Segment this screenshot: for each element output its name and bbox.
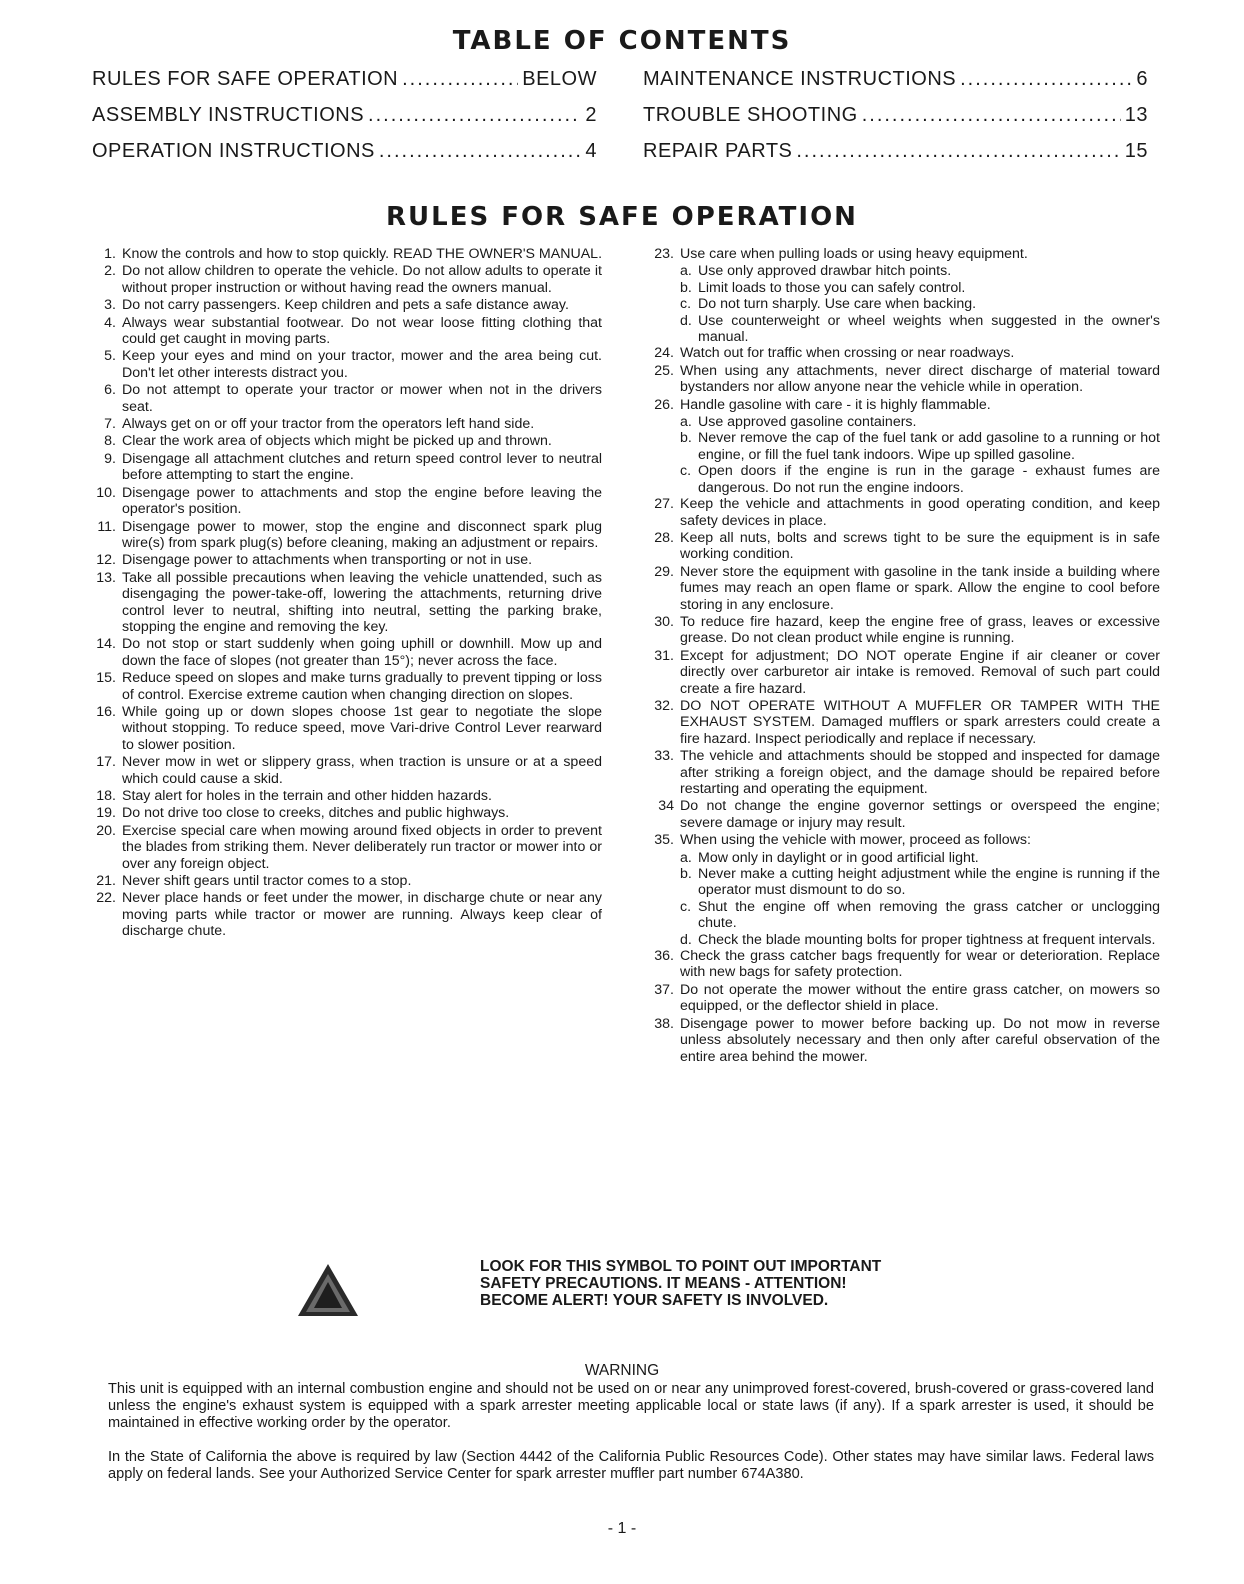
rule-text: Keep the vehicle and attachments in good operating condition, and keep safety devices in place. (680, 496, 1160, 529)
rule-text: Check the grass catcher bags frequently for wear or deterioration. Replace with new bags for safety protection. (680, 948, 1160, 981)
rules-title: RULES FOR SAFE OPERATION (386, 202, 858, 232)
symbol-notice-line: BECOME ALERT! YOUR SAFETY IS INVOLVED. (480, 1292, 829, 1309)
rule-text: Stay alert for holes in the terrain and other hidden hazards. (122, 788, 492, 804)
rule-subitem-letter: c. (680, 898, 692, 915)
toc-dot-leader (379, 140, 582, 163)
rules-column-right (642, 246, 1160, 1066)
rule-text: Do not allow children to operate the vehicle. Do not allow adults to operate it without proper instruction or without having read the owners manual. (122, 263, 602, 296)
rule-subitem-text: Shut the engine off when removing the grass catcher or unclogging chute. (698, 898, 1160, 932)
rule-item (84, 451, 602, 484)
rule-item (84, 805, 602, 821)
rule-item (642, 564, 1160, 613)
rule-item (84, 890, 602, 939)
toc-entry-label: MAINTENANCE INSTRUCTIONS (643, 68, 957, 90)
rule-text: Always get on or off your tractor from the operators left hand side. (122, 416, 535, 433)
rule-subitem-text: Use only approved drawbar hitch points. (698, 263, 952, 280)
rule-subitem-letter: b. (680, 279, 692, 296)
rule-text: Do not operate the mower without the entire grass catcher, on mowers so equipped, or the deflector shield in place. (680, 981, 1160, 1015)
rule-subitem-text: Open doors if the engine is run in the garage - exhaust fumes are dangerous. Do not run the engine indoors. (698, 463, 1160, 496)
rule-subitem-letter: a. (680, 414, 692, 431)
warning-paragraph: This unit is equipped with an internal combustion engine and should not be used on or near any unimproved forest-covered, brush-covered or grass-covered land unless the engine's exhaust system is equipped with a spark arrester meeting applicable local or state laws (if any). If a spark arrester is used, it should be maintained in effective working order by the operator. (108, 1381, 1154, 1431)
rule-number: 20. (96, 822, 116, 839)
rule-number: 15. (96, 670, 116, 687)
rule-number: 35. (654, 832, 674, 849)
rule-number: 1. (104, 246, 116, 262)
toc-dot-leader (862, 104, 1121, 127)
page-number: - 1 - (607, 1520, 637, 1537)
rule-text: The vehicle and attachments should be stopped and inspected for damage after striking a foreign object, and the damage should be repaired before restarting and operating the equipment. (680, 748, 1160, 797)
rule-text: DO NOT OPERATE WITHOUT A MUFFLER OR TAMPER WITH THE EXHAUST SYSTEM. Damaged mufflers or spark arresters could create a fire hazard. Inspect periodically and replace if necessary. (680, 697, 1160, 747)
rule-item (84, 315, 602, 348)
rule-subitem (680, 414, 1160, 430)
rule-number: 32. (654, 697, 674, 714)
rule-text: Disengage power to attachments when transporting or not in use. (122, 552, 533, 569)
toc-entry (643, 68, 1148, 98)
rule-number: 34 (658, 798, 674, 815)
rule-item (642, 397, 1160, 413)
warning-triangle-icon (296, 1262, 360, 1318)
rule-subitem-text: Check the blade mounting bolts for proper tightness at frequent intervals. (698, 931, 1156, 948)
toc-entry-label: TROUBLE SHOOTING (643, 104, 858, 126)
rule-text: Never store the equipment with gasoline in the tank inside a building where fumes may reach an open flame or spark. Allow the engine to cool before storing in any enclosure. (680, 563, 1160, 613)
rule-item (84, 670, 602, 703)
rule-item (84, 636, 602, 669)
rule-text: Disengage power to mower, stop the engine and disconnect spark plug wire(s) from spark plug(s) before cleaning, making an adjustment or repairs. (122, 518, 602, 551)
rule-item (84, 382, 602, 415)
rule-number: 6. (104, 382, 116, 399)
rule-item (642, 530, 1160, 563)
rule-subitem (680, 866, 1160, 899)
rule-item (84, 348, 602, 381)
rule-text: Always wear substantial footwear. Do not wear loose fitting clothing that could get caught in moving parts. (122, 314, 602, 348)
rule-item (84, 754, 602, 787)
rule-text: When using any attachments, never direct discharge of material toward bystanders nor allow anyone near the vehicle while in operation. (680, 362, 1160, 396)
toc-dot-leader (368, 104, 581, 127)
rule-item (642, 614, 1160, 647)
rule-text: Know the controls and how to stop quickly. READ THE OWNER'S MANUAL. (122, 246, 603, 262)
rule-subitem (680, 932, 1160, 948)
rule-text: Do not attempt to operate your tractor or mower when not in the drivers seat. (122, 382, 602, 415)
rule-item (642, 1016, 1160, 1065)
rule-text: Use care when pulling loads or using heavy equipment. (680, 246, 1028, 262)
rule-item (642, 363, 1160, 396)
rule-subitem (680, 280, 1160, 296)
rule-subitem-text: Mow only in daylight or in good artificial light. (698, 849, 979, 866)
warning-title: WARNING (584, 1362, 660, 1379)
symbol-notice-line: LOOK FOR THIS SYMBOL TO POINT OUT IMPORTANT (480, 1258, 882, 1275)
rule-number: 27. (654, 496, 674, 513)
toc-dot-leader (796, 140, 1120, 163)
rule-number: 13. (96, 569, 116, 586)
rule-number: 12. (96, 552, 116, 569)
rule-subitem-letter: d. (680, 931, 692, 948)
rule-number: 24. (654, 345, 674, 362)
rule-item (642, 246, 1160, 262)
toc-entry (643, 104, 1148, 134)
table-of-contents (92, 68, 1148, 170)
toc-entry-page: 2 (585, 104, 597, 126)
rule-text: Keep your eyes and mind on your tractor, mower and the area being cut. Don't let other interests distract you. (122, 348, 602, 381)
rule-text: Clear the work area of objects which might be picked up and thrown. (122, 433, 552, 450)
toc-entry-label: ASSEMBLY INSTRUCTIONS (92, 104, 365, 126)
rule-number: 31. (654, 647, 674, 664)
rule-number: 3. (104, 297, 116, 314)
rule-number: 33. (654, 748, 674, 765)
rule-number: 29. (654, 563, 674, 580)
rule-item (84, 519, 602, 552)
rule-text: Disengage all attachment clutches and return speed control lever to neutral before attempting to start the engine. (122, 450, 602, 484)
rule-text: When using the vehicle with mower, proceed as follows: (680, 832, 1031, 849)
rule-text: Never place hands or feet under the mower, in discharge chute or near any moving parts while tractor or mower are running. Always keep clear of discharge chute. (122, 890, 602, 940)
rule-text: Keep all nuts, bolts and screws tight to be sure the equipment is in safe working condition. (680, 529, 1160, 563)
rule-number: 23. (654, 246, 674, 262)
symbol-notice-text (480, 1258, 1000, 1309)
rule-number: 38. (654, 1015, 674, 1032)
rule-number: 22. (96, 890, 116, 907)
rule-item (642, 496, 1160, 529)
rule-text: Never shift gears until tractor comes to a stop. (122, 873, 412, 890)
rule-subitem (680, 296, 1160, 312)
toc-entry-label: REPAIR PARTS (643, 140, 793, 162)
rule-text: Exercise special care when mowing around fixed objects in order to prevent the blades from striking them. Never deliberately run tractor or mower into or over any foreign object. (122, 822, 602, 872)
rule-item (84, 416, 602, 432)
rule-subitem (680, 430, 1160, 463)
toc-entry-label: OPERATION INSTRUCTIONS (92, 140, 375, 162)
rule-number: 4. (104, 314, 116, 331)
rule-subitem-letter: a. (680, 849, 692, 866)
rule-number: 9. (104, 450, 116, 467)
rule-item (84, 552, 602, 568)
rule-item (84, 297, 602, 313)
rule-text: Do not carry passengers. Keep children and pets a safe distance away. (122, 297, 569, 314)
rules-column-left (84, 246, 602, 1066)
rule-number: 21. (96, 873, 116, 890)
rule-number: 18. (96, 788, 116, 804)
rule-item (642, 648, 1160, 697)
rule-subitem-letter: a. (680, 263, 692, 280)
rule-subitem (680, 850, 1160, 866)
toc-entry-page: 4 (585, 140, 597, 162)
rule-number: 2. (104, 263, 116, 280)
rule-item (84, 788, 602, 804)
rule-text: Do not stop or start suddenly when going uphill or downhill. Mow up and down the face of slopes (not greater than 15°); never across the face. (122, 636, 602, 669)
rule-subitem-letter: c. (680, 463, 692, 480)
rule-text: Except for adjustment; DO NOT operate Engine if air cleaner or cover directly over carburetor air intake is removed. Removal of such part could create a fire hazard. (680, 647, 1160, 697)
rule-item (642, 698, 1160, 747)
rule-number: 19. (96, 805, 116, 822)
symbol-notice (296, 1258, 996, 1322)
toc-entry-page: 15 (1124, 140, 1148, 162)
rule-item (84, 246, 602, 262)
rule-text: Take all possible precautions when leaving the vehicle unattended, such as disengaging the power-take-off, lowering the attachments, returning drive control lever to neutral, shifting into neutral, setting the parking brake, stopping the engine and removing the key. (122, 569, 602, 635)
rule-number: 8. (104, 433, 116, 450)
rule-number: 37. (654, 981, 674, 998)
rule-item (642, 798, 1160, 831)
rule-number: 26. (654, 396, 674, 413)
toc-entry (92, 68, 597, 98)
rule-subitem-letter: d. (680, 312, 692, 329)
toc-entry (643, 140, 1148, 170)
rule-text: While going up or down slopes choose 1st gear to negotiate the slope without stopping. To reduce speed, move Vari-drive Control Lever rearward to slower position. (122, 703, 602, 753)
rule-subitem-text: Limit loads to those you can safely control. (698, 279, 966, 296)
rule-number: 28. (654, 529, 674, 546)
rule-subitem (680, 899, 1160, 932)
rule-item (642, 982, 1160, 1015)
toc-entry (92, 140, 597, 170)
rule-text: Never mow in wet or slippery grass, when traction is unsure or at a speed which could cause a skid. (122, 754, 602, 787)
rule-text: Disengage power to mower before backing up. Do not mow in reverse unless absolutely necessary and then only after careful observation of the entire area behind the mower. (680, 1015, 1160, 1065)
toc-dot-leader (402, 68, 518, 91)
rule-item (642, 748, 1160, 797)
rule-number: 14. (96, 636, 116, 653)
rule-text: Disengage power to attachments and stop the engine before leaving the operator's position. (122, 484, 602, 518)
rule-subitem (680, 463, 1160, 496)
toc-title: TABLE OF CONTENTS (452, 26, 792, 56)
rule-item (642, 832, 1160, 848)
rule-text: Reduce speed on slopes and make turns gradually to prevent tipping or loss of control. Exercise extreme caution when changing direction on slopes. (122, 670, 602, 703)
toc-entry-page: BELOW (522, 68, 597, 90)
rule-item (84, 873, 602, 889)
toc-entry-page: 13 (1124, 104, 1148, 126)
rule-subitem-letter: b. (680, 430, 692, 447)
rule-text: Handle gasoline with care - it is highly flammable. (680, 396, 991, 413)
rule-text: Watch out for traffic when crossing or near roadways. (680, 345, 1015, 362)
toc-dot-leader (960, 68, 1132, 91)
toc-entry-label: RULES FOR SAFE OPERATION (92, 68, 399, 90)
warning-paragraph: In the State of California the above is required by law (Section 4442 of the California Public Resources Code). Other states may have similar laws. Federal laws apply on federal lands. See your Authorized Service Center for spark arrester muffler part number 674A380. (108, 1449, 1154, 1482)
rule-item (84, 570, 602, 636)
rule-item (84, 433, 602, 449)
symbol-notice-line: SAFETY PRECAUTIONS. IT MEANS - ATTENTION! (480, 1275, 847, 1292)
rule-text: Do not drive too close to creeks, ditches and public highways. (122, 805, 510, 822)
rule-number: 5. (104, 348, 116, 365)
rule-subitem (680, 313, 1160, 346)
rule-subitem-text: Never remove the cap of the fuel tank or add gasoline to a running or hot engine, or fill the fuel tank indoors. Wipe up spilled gasoline. (698, 430, 1160, 463)
rule-subitem-letter: c. (680, 296, 692, 313)
rule-subitem-text: Do not turn sharply. Use care when backing. (698, 296, 977, 313)
rule-number: 7. (104, 416, 116, 433)
rule-subitem-letter: b. (680, 866, 692, 883)
rule-text: Do not change the engine governor settings or overspeed the engine; severe damage or injury may result. (680, 798, 1160, 831)
rule-number: 30. (654, 613, 674, 630)
rule-item (84, 704, 602, 753)
rule-item (84, 823, 602, 872)
rule-text: To reduce fire hazard, keep the engine free of grass, leaves or excessive grease. Do not clean product while engine is running. (680, 613, 1160, 647)
rule-item (642, 948, 1160, 981)
toc-entry-page: 6 (1136, 68, 1148, 90)
rule-number: 36. (654, 948, 674, 965)
rule-number: 17. (96, 754, 116, 771)
rule-number: 10. (96, 484, 116, 501)
rule-subitem-text: Use counterweight or wheel weights when suggested in the owner's manual. (698, 312, 1160, 346)
rule-subitem-text: Use approved gasoline containers. (698, 414, 917, 431)
rule-number: 25. (654, 362, 674, 379)
rule-number: 11. (97, 518, 116, 535)
rule-item (642, 345, 1160, 361)
rule-item (84, 263, 602, 296)
safety-rules (84, 246, 1160, 1066)
rule-subitem (680, 263, 1160, 279)
toc-entry (92, 104, 597, 134)
rule-subitem-text: Never make a cutting height adjustment while the engine is running if the operator must dismount to do so. (698, 866, 1160, 899)
rule-item (84, 485, 602, 518)
rule-number: 16. (96, 703, 116, 720)
